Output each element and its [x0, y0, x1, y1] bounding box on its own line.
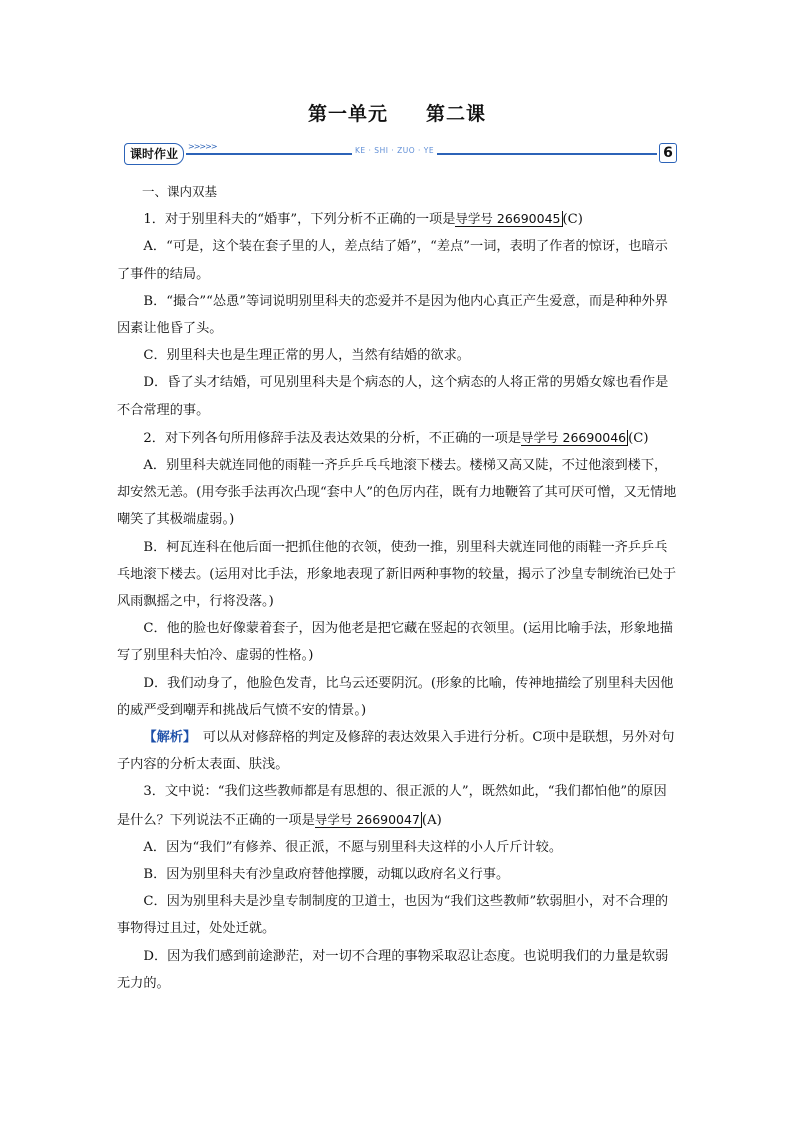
- question-1-option-b: B．“撮合”“怂恿”等词说明别里科夫的恋爱并不是因为他内心真正产生爱意，而是种种外界因素让他昏了头。: [117, 293, 668, 337]
- question-2-text: 2．对下列各句所用修辞手法及表达效果的分析，不正确的一项是: [143, 430, 522, 446]
- banner-label: 课时作业: [124, 143, 184, 165]
- analysis-tag: 【解析】: [143, 730, 190, 746]
- question-1-code: 导学号 26690045: [455, 211, 561, 227]
- question-1-option-a: A．“可是，这个装在套子里的人，差点结了婚”，“差点”一词，表明了作者的惊讶，也暗示了事件的结局。: [117, 239, 668, 282]
- homework-banner: [124, 143, 679, 165]
- question-3-code: 导学号 26690047: [314, 811, 420, 827]
- analysis-text: 可以从对修辞格的判定及修辞的表达效果入手进行分析。C项中是联想，另外对句子内容的分析太表面、肤浅。: [117, 730, 675, 773]
- question-2-option-a: A．别里科夫就连同他的雨鞋一齐乒乒乓乓地滚下楼去。楼梯又高又陡，不过他滚到楼下，却安然无恙。(用夸张手法再次凸现“套中人”的色厉内荏，既有力地鞭笞了其可厌可憎，又无情地嘲笑了其极端虚弱。): [117, 458, 677, 528]
- section-heading: 一、课内双基: [142, 184, 218, 199]
- question-2-code: 导学号 26690046: [521, 429, 627, 445]
- question-3-answer: (A): [421, 812, 442, 828]
- question-3-option-c: C．因为别里科夫是沙皇专制制度的卫道士，也因为“我们这些教师”软弱胆小，对不合理的事物得过且过，处处迁就。: [117, 894, 669, 937]
- document-body: [117, 178, 677, 997]
- question-1-option-d: D．昏了头才结婚，可见别里科夫是个病态的人，这个病态的人将正常的男婚女嫁也看作是不合常理的事。: [117, 375, 669, 418]
- unit-title: 第一单元: [307, 103, 388, 125]
- question-2-option-c: C．他的脸也好像蒙着套子，因为他老是把它藏在竖起的衣领里。(运用比喻手法，形象地描写了别里科夫怕冷、虚弱的性格。): [117, 621, 673, 664]
- question-2-option-b: B．柯瓦连科在他后面一把抓住他的衣领，使劲一推，别里科夫就连同他的雨鞋一齐乒乒乓乓地滚下楼去。(运用对比手法，形象地表现了新旧两种事物的较量，揭示了沙皇专制统治已处于风雨飘摇之中，行将没落。): [117, 539, 677, 610]
- page-title: [0, 99, 794, 126]
- question-1-stem: [117, 205, 677, 233]
- question-2-stem: [117, 424, 677, 452]
- question-2-analysis: [117, 724, 677, 778]
- lesson-title: 第二课: [426, 103, 487, 125]
- question-2-option-d: D．我们动身了，他脸色发青，比乌云还要阴沉。(形象的比喻，传神地描绘了别里科夫因他的威严受到嘲弄和挑战后气愤不安的情景。): [117, 675, 674, 718]
- question-1-text: 1．对于别里科夫的“婚事”，下列分析不正确的一项是: [143, 212, 456, 228]
- banner-pinyin: KE · SHI · ZUO · YE: [352, 146, 437, 155]
- question-3-option-b: B．因为别里科夫有沙皇政府替他撑腰，动辄以政府名义行事。: [143, 867, 510, 883]
- lesson-number-badge: 6: [659, 143, 677, 163]
- question-3-option-a: A．因为“我们”有修养、很正派，不愿与别里科夫这样的小人斤斤计较。: [143, 839, 563, 855]
- banner-arrows-icon: >>>>>: [188, 142, 217, 151]
- question-1-answer: (C): [562, 212, 583, 228]
- question-3-option-d: D．因为我们感到前途渺茫，对一切不合理的事物采取忍让态度。也说明我们的力量是软弱无力的。: [117, 948, 669, 991]
- question-3-text: 3．文中说：“我们这些教师都是有思想的、很正派的人”，既然如此，“我们都怕他”的原因是什么？下列说法不正确的一项是: [117, 784, 667, 828]
- question-1-option-c: C．别里科夫也是生理正常的男人，当然有结婚的欲求。: [143, 348, 470, 364]
- question-2-answer: (C): [628, 430, 649, 446]
- question-3-stem: [117, 778, 677, 833]
